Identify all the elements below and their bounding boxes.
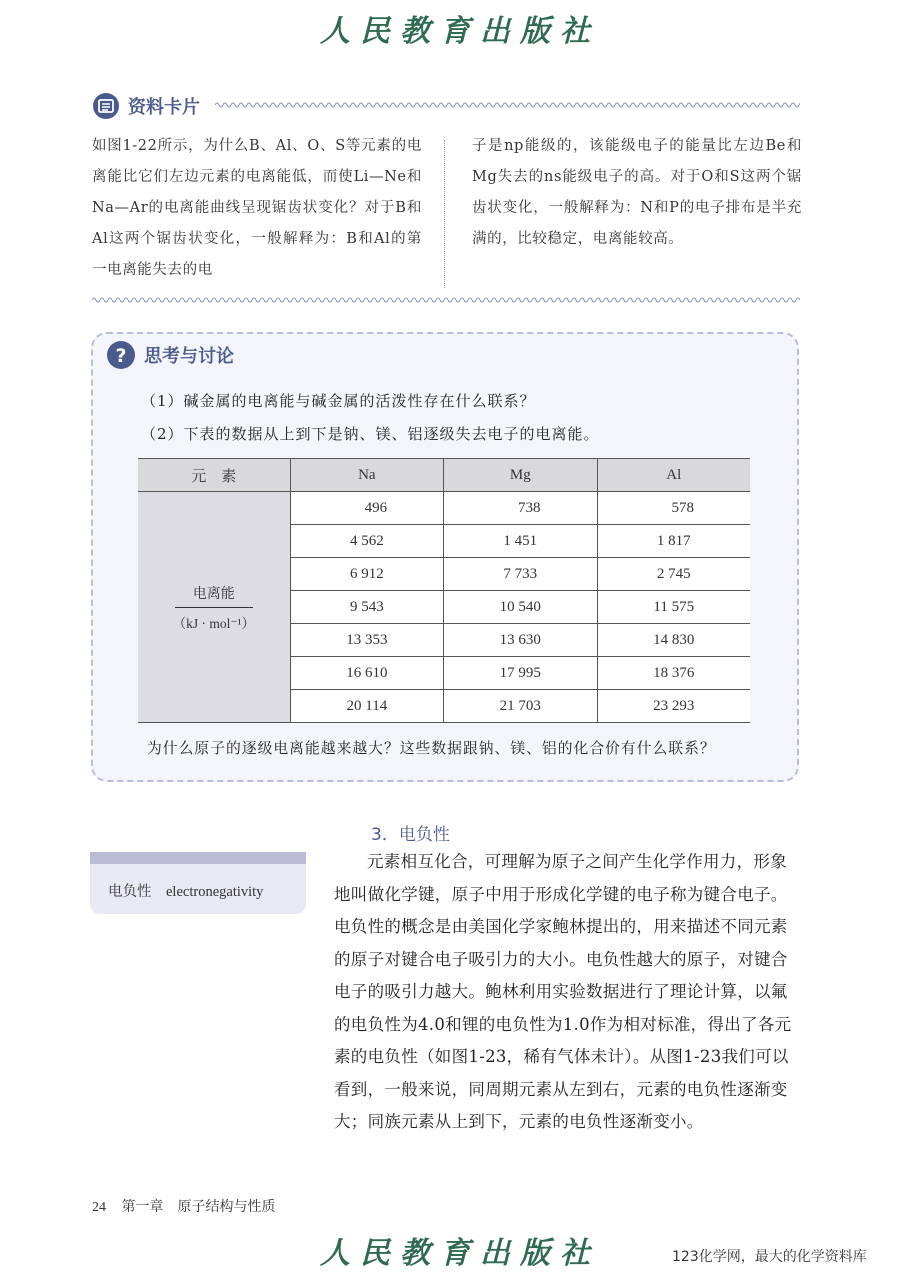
question-2: （2）下表的数据从上到下是钠、镁、铝逐级失去电子的电离能。 — [141, 425, 600, 443]
row-label-text: 电离能 — [175, 583, 253, 608]
margin-note — [90, 852, 306, 914]
table-cell: 17 995 — [444, 657, 597, 690]
table-cell: 4 562 — [290, 525, 443, 558]
data-card-header — [92, 92, 200, 120]
table-cell: 9 543 — [290, 591, 443, 624]
question-1: （1）碱金属的电离能与碱金属的活泼性存在什么联系？ — [141, 392, 536, 410]
table-cell: 13 630 — [444, 624, 597, 657]
discussion-title: 思考与讨论 — [144, 346, 234, 367]
table-cell: 21 703 — [444, 690, 597, 723]
table-cell: 578 — [597, 492, 750, 525]
column-divider — [444, 140, 445, 288]
table-cell: 1 451 — [444, 525, 597, 558]
wavy-divider-top — [215, 99, 800, 111]
page-footer — [92, 1196, 276, 1216]
column-header-al: Al — [597, 459, 750, 492]
table-cell: 18 376 — [597, 657, 750, 690]
data-card-right-column: 子是np能级的，该能级电子的能量比左边Be和Mg失去的ns能级电子的高。对于O和S这两个锯齿状变化，一般解释为：N和P的电子排布是半充满的，比较稳定，电离能较高。 — [472, 138, 802, 247]
data-card-left-column: 如图1-22所示，为什么B、Al、O、S等元素的电离能比它们左边元素的电离能低，而使Li—Ne和Na—Ar的电离能曲线呈现锯齿状变化？对于B和Al这两个锯齿状变化，一般解释为：B和Al的第一电离能失去的电 — [92, 138, 422, 278]
margin-note-term: 电负性 electronegativity — [108, 884, 264, 900]
table-cell: 496 — [290, 492, 443, 525]
ionization-energy-table — [138, 458, 750, 723]
row-label-ionization-energy — [138, 492, 290, 723]
wavy-divider-bottom — [92, 294, 800, 306]
table-cell: 10 540 — [444, 591, 597, 624]
page-number: 24 — [92, 1200, 106, 1215]
table-cell: 6 912 — [290, 558, 443, 591]
table-header-row — [138, 459, 750, 492]
table-cell: 14 830 — [597, 624, 750, 657]
table-cell: 2 745 — [597, 558, 750, 591]
book-icon — [92, 92, 120, 120]
publisher-logo-top: 人民教育出版社 — [320, 14, 600, 49]
svg-text:?: ? — [115, 345, 127, 367]
column-header-mg: Mg — [444, 459, 597, 492]
publisher-logo-bottom: 人民教育出版社 — [320, 1236, 600, 1271]
chapter-title: 第一章 原子结构与性质 — [121, 1200, 276, 1215]
table-cell: 13 353 — [290, 624, 443, 657]
section-heading: 3．电负性 — [371, 825, 450, 845]
row-label-unit: （kJ · mol⁻¹） — [172, 615, 256, 631]
table-cell: 23 293 — [597, 690, 750, 723]
discussion-closing-question: 为什么原子的逐级电离能越来越大？这些数据跟钠、镁、铝的化合价有什么联系？ — [147, 740, 716, 757]
table-cell: 1 817 — [597, 525, 750, 558]
watermark-text: 123化学网，最大的化学资料库 — [672, 1249, 867, 1265]
table-cell: 7 733 — [444, 558, 597, 591]
table-cell: 16 610 — [290, 657, 443, 690]
column-header-na: Na — [290, 459, 443, 492]
table-cell: 11 575 — [597, 591, 750, 624]
table-corner-header: 元 素 — [138, 459, 290, 492]
discussion-header — [106, 340, 234, 370]
table-cell: 20 114 — [290, 690, 443, 723]
question-mark-icon — [106, 340, 136, 370]
table-cell: 738 — [444, 492, 597, 525]
data-card-title: 资料卡片 — [128, 97, 200, 118]
table-row — [138, 492, 750, 525]
section-paragraph: 元素相互化合，可理解为原子之间产生化学作用力，形象地叫做化学键，原子中用于形成化学键的电子称为键合电子。电负性的概念是由美国化学家鲍林提出的，用来描述不同元素的原子对键合电子吸引力的大小。电负性越大的原子，对键合电子的吸引力越大。鲍林利用实验数据进行了理论计算，以氟的电负性为4.0和锂的电负性为1.0作为相对标准，得出了各元素的电负性（如图1-23，稀有气体未计）。从图1-23我们可以看到，一般来说，同周期元素从左到右，元素的电负性逐渐变大；同族元素从上到下，元素的电负性逐渐变小。 — [334, 852, 792, 1131]
